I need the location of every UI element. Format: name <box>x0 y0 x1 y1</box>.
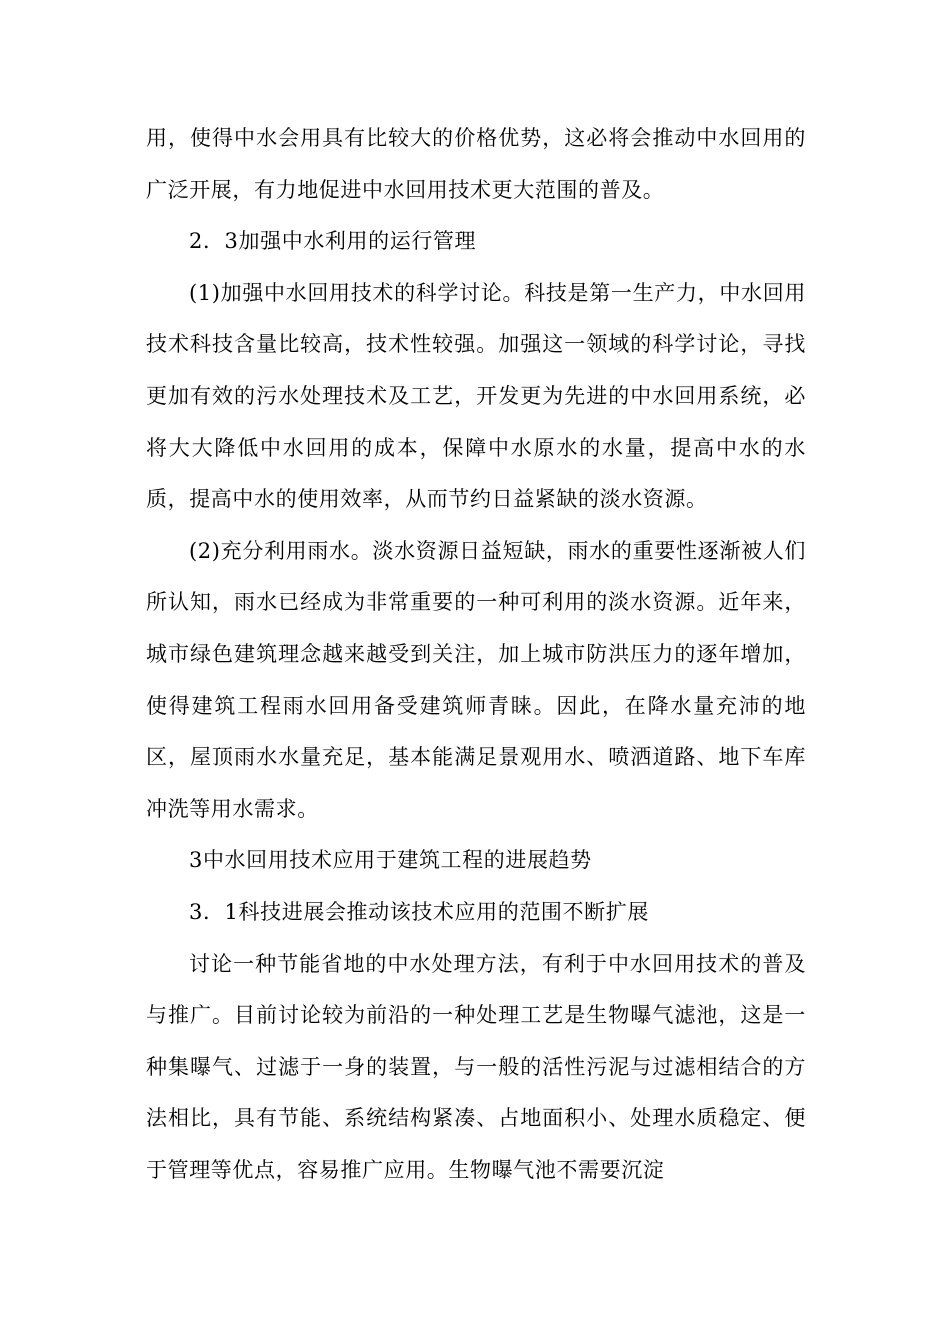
body-text <box>146 113 806 1196</box>
section-heading-2-3: 2．3加强中水利用的运行管理 <box>189 229 477 254</box>
paragraph-1-research: (1)加强中水回用技术的科学讨论。科技是第一生产力，中水回用技术科技含量比较高，技术性较强。加强这一领域的科学讨论，寻找更加有效的污水处理技术及工艺，开发更为先进的中水回用系统，必将大大降低中水回用的成本，保障中水原水的水量，提高中水的水质，提高中水的使用效率，从而节约日益紧缺的淡水资源。 <box>146 280 806 512</box>
paragraph-biofilter: 讨论一种节能省地的中水处理方法，有利于中水回用技术的普及与推广。目前讨论较为前沿的一种处理工艺是生物曝气滤池，这是一种集曝气、过滤于一身的装置，与一般的活性污泥与过滤相结合的方法相比，具有节能、系统结构紧凑、占地面积小、处理水质稳定、便于管理等优点，容易推广应用。生物曝气池不需要沉淀 <box>146 951 806 1182</box>
section-heading-3: 3中水回用技术应用于建筑工程的进展趋势 <box>189 848 592 873</box>
paragraph-continuation: 用，使得中水会用具有比较大的价格优势，这必将会推动中水回用的广泛开展，有力地促进中水回用技术更大范围的普及。 <box>146 126 806 202</box>
section-heading-3-1: 3．1科技进展会推动该技术应用的范围不断扩展 <box>189 899 649 924</box>
paragraph-2-rainwater: (2)充分利用雨水。淡水资源日益短缺，雨水的重要性逐渐被人们所认知，雨水已经成为非常重要的一种可利用的淡水资源。近年来，城市绿色建筑理念越来越受到关注，加上城市防洪压力的逐年增加，使得建筑工程雨水回用备受建筑师青睐。因此，在降水量充沛的地区，屋顶雨水水量充足，基本能满足景观用水、喷洒道路、地下车库冲洗等用水需求。 <box>146 538 806 821</box>
